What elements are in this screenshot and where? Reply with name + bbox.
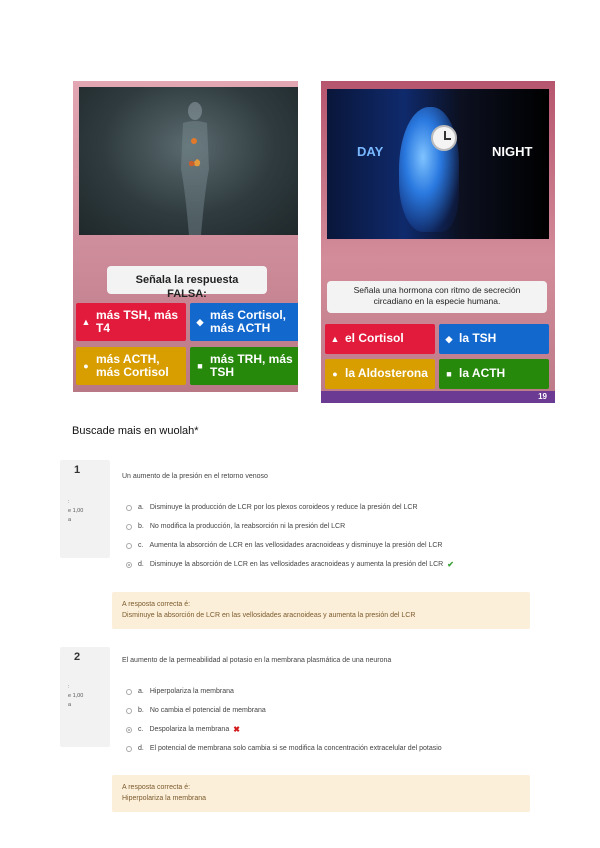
question-text: Un aumento de la presión en el retorno venoso — [122, 473, 268, 480]
answer-option — [76, 347, 186, 385]
option-b[interactable]: b. No modifica la producción, la reabsorción ni la presión del LCR — [112, 517, 530, 536]
triangle-icon: ▲ — [330, 334, 340, 344]
radio-button[interactable] — [126, 524, 132, 530]
question-meta: : e 1,00 a — [68, 499, 84, 523]
feedback-label: A resposta correcta é: — [122, 601, 191, 608]
radio-button[interactable] — [126, 708, 132, 714]
cross-icon: ✖ — [233, 725, 240, 734]
radio-button-selected[interactable] — [126, 562, 132, 568]
answer-label: más TRH, más TSH — [210, 351, 293, 379]
circle-icon: ● — [332, 369, 338, 379]
radio-button[interactable] — [126, 505, 132, 511]
answer-option — [325, 359, 435, 389]
answer-label: más TSH, más T4 — [96, 307, 179, 335]
question-info-card — [60, 647, 110, 747]
correct-answer-feedback — [112, 775, 530, 812]
clock-icon — [431, 125, 457, 151]
question-card — [112, 473, 530, 574]
day-night-figure — [327, 89, 549, 239]
diamond-icon: ◆ — [196, 316, 204, 327]
radio-button-selected[interactable] — [126, 727, 132, 733]
radio-button[interactable] — [126, 746, 132, 752]
correct-answer-feedback — [112, 592, 530, 629]
option-b[interactable]: b. No cambia el potencial de membrana — [112, 701, 530, 720]
circle-icon: ● — [83, 361, 89, 371]
question-meta: : e 1,00 a — [68, 684, 84, 708]
triangle-icon: ▲ — [81, 317, 91, 327]
square-icon: ■ — [446, 369, 452, 379]
promo-text: Buscade mais en wuolah* — [72, 425, 199, 437]
question-text: Señala una hormona con ritmo de secreción circadiano en la especie humana. — [327, 281, 547, 313]
answer-option — [439, 359, 549, 389]
option-a[interactable]: a. Hiperpolariza la membrana — [112, 682, 530, 701]
question-info-card — [60, 460, 110, 558]
kahoot-screenshot-right — [321, 81, 555, 403]
square-icon: ■ — [197, 361, 203, 371]
answer-label: más ACTH, más Cortisol — [96, 351, 169, 379]
answer-option — [190, 303, 298, 341]
answer-option — [76, 303, 186, 341]
answer-option — [439, 324, 549, 354]
option-c[interactable]: c. Despolariza la membrana ✖ — [112, 720, 530, 739]
option-a[interactable]: a. Disminuye la producción de LCR por los plexos coroideos y reduce la presión del LCR — [112, 498, 530, 517]
kahoot-screenshot-left — [73, 81, 298, 392]
bottom-bar — [321, 391, 555, 403]
answer-label: la ACTH — [459, 366, 506, 381]
human-body-icon — [175, 99, 215, 235]
checkmark-icon: ✔ — [447, 560, 454, 569]
day-label: DAY — [357, 144, 384, 159]
question-text: Señala la respuesta FALSA: — [107, 266, 267, 294]
question-number: 1 — [74, 464, 81, 476]
question-number: 2 — [74, 651, 81, 663]
feedback-label: A resposta correcta é: — [122, 784, 191, 791]
question-text: El aumento de la permeabilidad al potasio en la membrana plasmática de una neurona — [122, 657, 392, 664]
anatomy-figure — [79, 87, 298, 235]
question-card — [112, 657, 530, 758]
answer-option — [325, 324, 435, 354]
option-d[interactable]: d. El potencial de membrana solo cambia si se modifica la concentración extracelular del potasio — [112, 739, 530, 758]
option-c[interactable]: c. Aumenta la absorción de LCR en las vellosidades aracnoideas y disminuye la presión del LCR — [112, 536, 530, 555]
feedback-answer: Disminuye la absorción de LCR en las vellosidades aracnoideas y aumenta la presión del LCR — [122, 611, 416, 619]
night-label: NIGHT — [492, 144, 533, 159]
radio-button[interactable] — [126, 543, 132, 549]
feedback-answer: Hiperpolariza la membrana — [122, 794, 207, 802]
radio-button[interactable] — [126, 689, 132, 695]
option-d[interactable]: d. Disminuye la absorción de LCR en las vellosidades aracnoideas y aumenta la presión del LCR ✔ — [112, 555, 530, 574]
answer-label: la Aldosterona — [345, 366, 428, 381]
answer-label: la TSH — [459, 331, 497, 346]
answer-label: el Cortisol — [345, 331, 404, 346]
answer-option — [190, 347, 298, 385]
diamond-icon: ◆ — [445, 333, 453, 344]
slide-number: 19 — [538, 392, 547, 401]
answer-label: más Cortisol, más ACTH — [210, 307, 287, 335]
